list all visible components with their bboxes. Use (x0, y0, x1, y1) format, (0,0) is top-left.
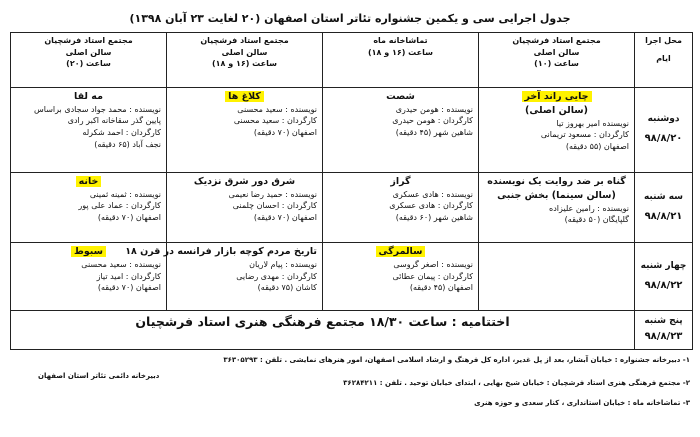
schedule-row (11, 243, 693, 311)
day-date: ۹۸/۸/۲۰ (644, 133, 683, 145)
play-info: گلپایگان (۵۰ دقیقه) (564, 215, 629, 225)
schedule-table (10, 32, 693, 350)
venue-line: ساعت (۱۰) (534, 59, 579, 69)
play-info: نویسنده : اصغر گروسی (393, 260, 473, 270)
play-info: اصفهان (۷۰ دقیقه) (253, 127, 317, 137)
play-title: گناه بر ضد روایت یک نویسنده (487, 176, 626, 187)
play-info: نویسنده : هادی عسکری (392, 189, 473, 199)
play-info: شاهین شهر (۶۰ دقیقه) (395, 212, 473, 222)
play-info: اصفهان (۵۵ دقیقه) (565, 141, 629, 151)
venue-line: ساعت (۱۶ و ۱۸) (368, 47, 433, 57)
performance-cell-empty (479, 243, 635, 311)
page-title: جدول اجرایی سی و یکمین جشنواره تئاتر استان اصفهان (۲۰ لغایت ۲۳ آبان ۱۳۹۸) (129, 12, 571, 25)
play-info: نویسنده : حمید رضا نعیمی (228, 189, 317, 199)
corner-bottom: ایام (656, 53, 671, 63)
performance-cell (167, 173, 323, 243)
venue-header (479, 33, 635, 88)
day-cell (635, 88, 693, 173)
play-info: کاشان (۷۵ دقیقه) (257, 283, 317, 293)
play-title: سالمرگی (376, 246, 426, 257)
play-info: کارگردان : عماد علی پور (78, 201, 161, 211)
day-date: ۹۸/۸/۲۱ (644, 210, 683, 222)
corner-top: محل اجرا (645, 36, 682, 45)
day-cell (635, 311, 693, 350)
day-date: ۹۸/۸/۲۳ (644, 331, 683, 343)
play-info: نجف آباد (۶۵ دقیقه) (94, 139, 161, 149)
play-title: تاریخ مردم کوچه بازار فرانسه در قرن ۱۸ (125, 246, 317, 258)
performance-cell (323, 88, 479, 173)
play-title: شصت (386, 91, 415, 102)
play-info: کارگردان : مهدی رضایی (236, 271, 317, 281)
play-info: نویسنده امیر بهروز تیا (556, 118, 629, 128)
play-title: چایی راند آخر (522, 91, 592, 102)
performance-cell (479, 173, 635, 243)
play-info: نویسنده : پیام لاریان (249, 260, 317, 270)
performance-cell (11, 173, 167, 243)
performance-cell (11, 88, 167, 173)
day-date: ۹۸/۸/۲۲ (644, 279, 683, 291)
venue-line: مجتمع استاد فرشچیان (44, 36, 133, 45)
play-subtitle: (سالن اصلی) (525, 104, 588, 116)
venue-line: ساعت (۲۰) (66, 59, 111, 69)
header-corner (635, 33, 693, 88)
play-info: نویسنده : سعید محسنی (81, 260, 161, 270)
venue-header (11, 33, 167, 88)
play-info: نویسنده : ثمینه ثمینی (89, 189, 161, 199)
footer-note: ۱- دبیرخانه جشنواره : خیابان آبشار، بعد از پل غدیر، اداره کل فرهنگ و ارشاد اسلامی اصفهان، امور هنرهای نمایشی . تلفن : ۳۶۳۰۵۲۹۳ (223, 356, 690, 364)
play-info: اصفهان (۴۵ دقیقه) (409, 283, 473, 293)
play-info: شاهین شهر (۴۵ دقیقه) (395, 127, 473, 137)
play-info: اصفهان (۷۰ دقیقه) (253, 212, 317, 222)
performance-cell (323, 243, 479, 311)
footer-signature: دبیرخانه دائمی تئاتر استان اصفهان (38, 372, 160, 380)
performance-cell (323, 173, 479, 243)
play-title: شرق دور شرق نزدیک (193, 176, 296, 187)
play-info: پایین گذر سقاخانه اکبر رادی (67, 116, 161, 126)
play-info: کارگردان : هومن حیدری (392, 116, 473, 126)
day-name: چهار شنبه (640, 260, 687, 271)
day-name: سه شنبه (643, 191, 684, 202)
play-info: کارگردان : مسعود تریمانی (540, 130, 629, 140)
play-title: سبوط (71, 246, 106, 257)
venue-line: سالن اصلی (533, 47, 580, 57)
venue-line: مجتمع استاد فرشچیان (200, 36, 289, 45)
header-row (11, 33, 693, 88)
play-info: نویسنده : هومن حیدری (395, 104, 473, 114)
play-info: کارگردان : پیمان عطائی (392, 271, 473, 281)
venue-line: تماشاخانه ماه (373, 36, 428, 45)
day-cell (635, 173, 693, 243)
venue-line: سالن اصلی (221, 47, 268, 57)
day-cell (635, 243, 693, 311)
footer-note: ۳- تماشاخانه ماه : خیابان استانداری ، کنار سعدی و حوزه هنری (474, 399, 690, 407)
play-title: مه لقا (74, 91, 103, 102)
day-name: دوشنبه (647, 114, 680, 125)
play-title: کلاغ ها (225, 91, 264, 102)
venue-line: مجتمع استاد فرشچیان (512, 36, 601, 45)
play-title: خانه (76, 176, 102, 187)
closing-ceremony: اختتامیه : ساعت ۱۸/۳۰ مجتمع فرهنگی هنری استاد فرشچیان (11, 311, 635, 350)
play-info: اصفهان (۷۰ دقیقه) (97, 212, 161, 222)
play-info: نویسنده : محمد جواد سجادی براساس (34, 104, 161, 114)
footer-note: ۲- مجتمع فرهنگی هنری استاد فرشچیان : خیابان شیخ بهایی ، ابتدای خیابان توحید . تلفن : ۳۶۲۸۴۲۱۱ (343, 379, 690, 387)
schedule-row (11, 173, 693, 243)
schedule-row (11, 88, 693, 173)
play-info: اصفهان (۷۰ دقیقه) (97, 283, 161, 293)
play-subtitle: (سالن سینما) بخش جنبی (497, 189, 616, 201)
venue-header (167, 33, 323, 88)
play-info: نویسنده : سعید محسنی (237, 104, 317, 114)
venue-line: ساعت (۱۶ و ۱۸) (212, 59, 277, 69)
day-name: پنج شنبه (644, 316, 683, 327)
play-title: گراز (390, 176, 411, 187)
performance-cell (167, 88, 323, 173)
venue-header (323, 33, 479, 88)
performance-cell (479, 88, 635, 173)
play-info: کارگردان : احمد شکرله (82, 127, 161, 137)
play-info: کارگردان : هادی عسکری (389, 201, 473, 211)
play-info: کارگردان : امید تیاز (96, 271, 161, 281)
play-info: نویسنده : رامین علیزاده (549, 203, 629, 213)
play-info: کارگردان : احسان چلمنی (232, 201, 317, 211)
closing-row (11, 311, 693, 350)
play-info: کارگردان : سعید محسنی (233, 116, 317, 126)
venue-line: سالن اصلی (65, 47, 112, 57)
